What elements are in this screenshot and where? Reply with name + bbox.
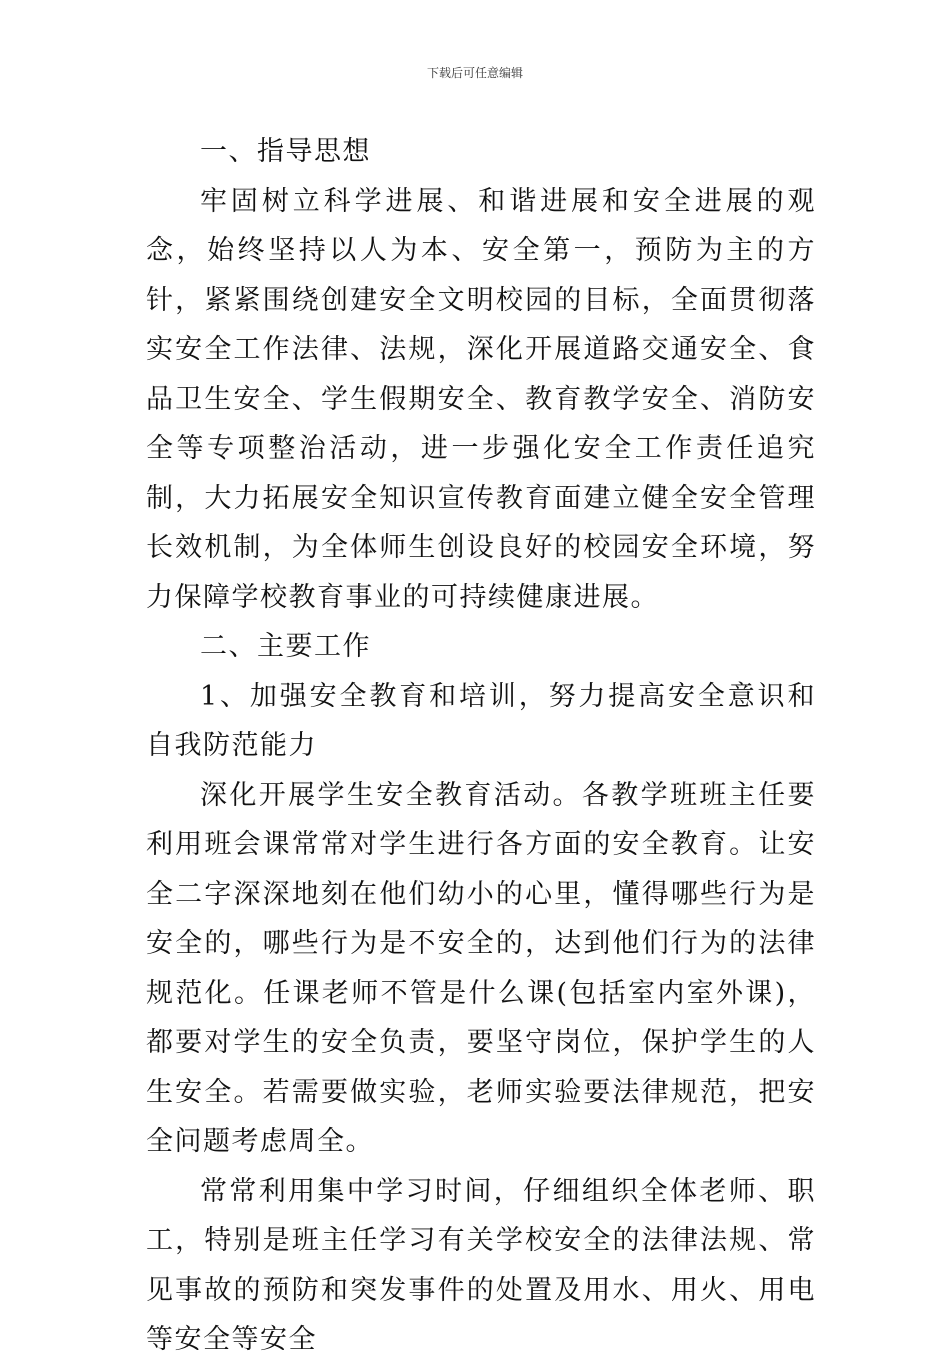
- section-heading-guiding-ideology: 一、指导思想: [200, 136, 371, 167]
- paragraph-guiding-ideology: 牢固树立科学进展、和谐进展和安全进展的观念，始终坚持以人为本、安全第一，预防为主的方针，紧紧围绕创建安全文明校园的目标，全面贯彻落实安全工作法律、法规，深化开展道路交通安全、食品卫生安全、学生假期安全、教育教学安全、消防安全等专项整治活动，进一步强化安全工作责任追究制，大力拓展安全知识宣传教育面建立健全安全管理长效机制，为全体师生创设良好的校园安全环境，努力保障学校教育事业的可持续健康进展。: [146, 185, 816, 613]
- header-note: 下载后可任意编辑: [426, 66, 523, 80]
- document-body: [146, 127, 816, 1365]
- section-heading-main-work: 二、主要工作: [200, 631, 371, 662]
- subheading-safety-education: 1、加强安全教育和培训，努力提高安全意识和自我防范能力: [146, 680, 816, 761]
- paragraph-staff-training: 常常利用集中学习时间，仔细组织全体老师、职工，特别是班主任学习有关学校安全的法律法规、常见事故的预防和突发事件的处置及用水、用火、用电等安全等安全: [146, 1175, 816, 1355]
- paragraph-student-safety-education: 深化开展学生安全教育活动。各教学班班主任要利用班会课常常对学生进行各方面的安全教育。让安全二字深深地刻在他们幼小的心里，懂得哪些行为是安全的，哪些行为是不安全的，达到他们行为的法律规范化。任课老师不管是什么课(包括室内室外课)，都要对学生的安全负责，要坚守岗位，保护学生的人生安全。若需要做实验，老师实验要法律规范，把安全问题考虑周全。: [146, 779, 816, 1157]
